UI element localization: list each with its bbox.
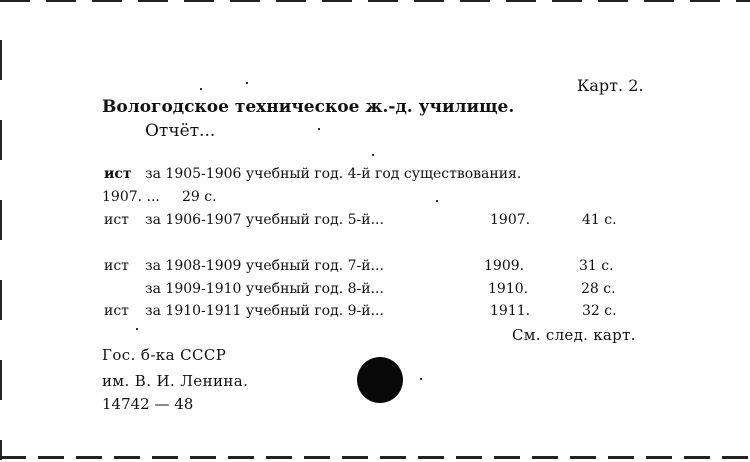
entry-pages: 28 с. xyxy=(581,281,616,297)
entry-year: 1907. xyxy=(490,212,531,228)
entry-pages: 31 с. xyxy=(579,258,614,274)
scan-speck xyxy=(436,200,438,202)
entry-prefix: ист xyxy=(104,258,129,274)
scan-speck xyxy=(318,128,320,130)
entry-prefix: ист xyxy=(104,303,129,319)
card-number: Карт. 2. xyxy=(577,76,644,95)
scan-speck xyxy=(200,88,202,90)
library-stamp-line: 14742 — 48 xyxy=(102,395,194,413)
entry-description: за 1906-1907 учебный год. 5-й... xyxy=(145,212,384,228)
entry-description: за 1908-1909 учебный год. 7-й... xyxy=(145,258,384,274)
card-left-border xyxy=(0,40,2,460)
card-bottom-border xyxy=(0,456,750,459)
entry-description: 29 с. xyxy=(182,189,217,205)
scan-speck xyxy=(136,328,138,330)
entry-prefix: ист xyxy=(104,212,129,228)
see-next-card-note: См. след. карт. xyxy=(512,326,636,344)
entry-year: 1909. xyxy=(484,258,525,274)
entry-prefix: ист xyxy=(104,166,132,182)
entry-pages: 32 с. xyxy=(582,303,617,319)
scan-speck xyxy=(246,82,248,84)
card-subtitle: Отчёт... xyxy=(145,121,216,141)
punch-hole xyxy=(357,357,403,403)
library-stamp-line: им. В. И. Ленина. xyxy=(102,372,249,390)
scan-speck xyxy=(420,378,422,380)
entry-description: за 1905-1906 учебный год. 4-й год существования. xyxy=(145,166,522,182)
entry-year: 1911. xyxy=(490,303,531,319)
entry-description: за 1910-1911 учебный год. 9-й... xyxy=(145,303,384,319)
card-top-border xyxy=(0,0,750,2)
entry-pages: 41 с. xyxy=(582,212,617,228)
card-title: Вологодское техническое ж.-д. училище. xyxy=(102,97,515,117)
entry-prefix: 1907. ... xyxy=(102,189,160,205)
entry-description: за 1909-1910 учебный год. 8-й... xyxy=(145,281,384,297)
scan-speck xyxy=(372,154,374,156)
entry-year: 1910. xyxy=(488,281,529,297)
library-stamp-line: Гос. б-ка СССР xyxy=(102,346,227,364)
